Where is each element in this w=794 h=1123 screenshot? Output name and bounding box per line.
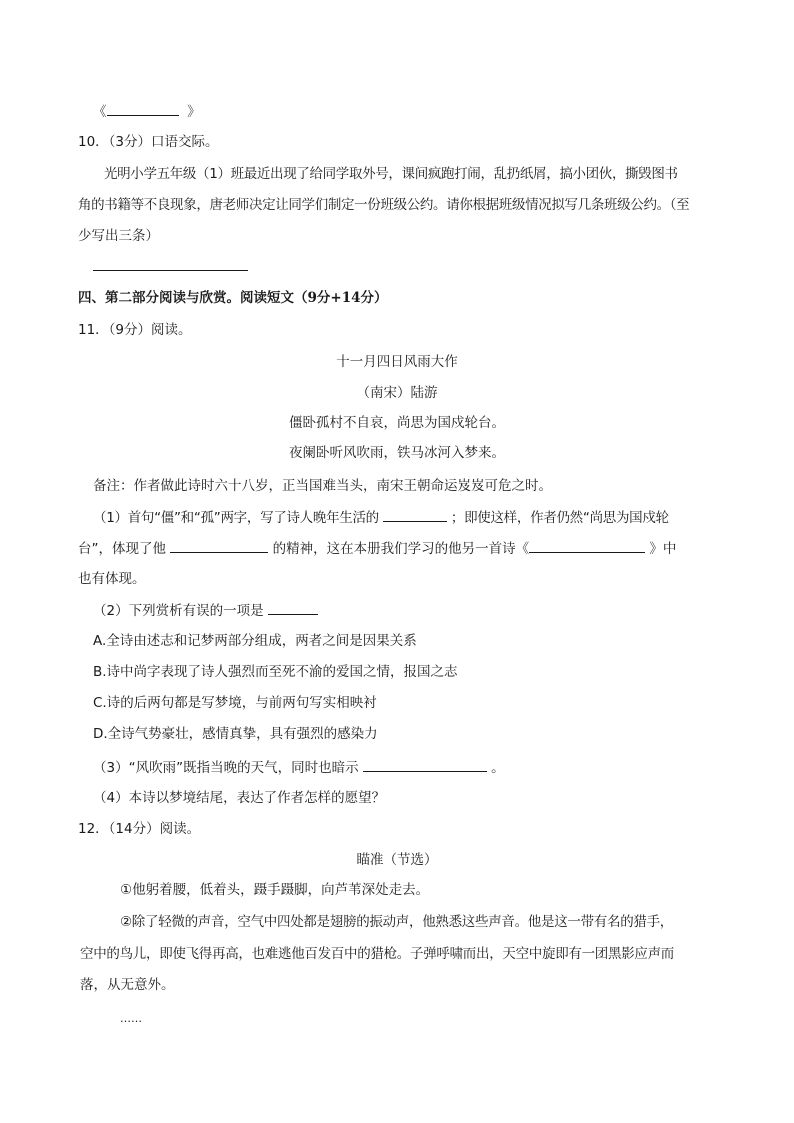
q10-paragraph-line-2: 角的书籍等不良现象，唐老师决定让同学们制定一份班级公约。请你根据班级情况拟写几条班级公约。（至 <box>78 197 690 213</box>
q11-sub1-text-a: （1）首句“僵”和“孤”两字，写了诗人晚年生活的 <box>93 510 379 526</box>
poem-line-2: 夜阑卧听风吹雨，铁马冰河入梦来。 <box>289 445 505 461</box>
q11-sub1-blank-1[interactable] <box>383 507 447 522</box>
book-title-open: 《 <box>93 104 107 120</box>
q11-sub2-text: （2）下列赏析有误的一项是 <box>93 603 264 619</box>
q10-blank[interactable] <box>93 256 248 271</box>
q11-sub1-text-e: 》中 <box>649 541 677 557</box>
q11-sub3-blank[interactable] <box>363 757 487 772</box>
poem-line-1: 僵卧孤村不自哀，尚思为国戍轮台。 <box>289 415 505 431</box>
passage-paragraph-2-line-3: 落，从无意外。 <box>80 977 175 993</box>
q11-option-c: C.诗的后两句都是写梦境，与前两句写实相映衬 <box>93 695 377 711</box>
q11-sub1-text-c: 台”，体现了他 <box>78 541 166 557</box>
q11-sub3-text-b: 。 <box>491 760 505 776</box>
passage-paragraph-1: ①他躬着腰，低着头，蹑手蹑脚，向芦苇深处走去。 <box>120 882 430 898</box>
q10-paragraph-line-1: 光明小学五年级（1）班最近出现了给同学取外号，课间疯跑打闹，乱扔纸屑，搞小团伙，撕毁图书 <box>104 166 678 182</box>
poem-author: （南宋）陆游 <box>356 385 438 401</box>
q10-answer-line <box>93 256 248 277</box>
q12-header: 12．（14分）阅读。 <box>78 821 201 837</box>
q11-option-b: B.诗中尚字表现了诗人强烈而至死不渝的爱国之情，报国之志 <box>93 664 458 680</box>
q11-sub1-text-b: ；即使这样，作者仍然“尚思为国戍轮 <box>450 510 669 526</box>
q11-sub1-text-d: 的精神，这在本册我们学习的他另一首诗《 <box>272 541 530 557</box>
poem-note: 备注：作者做此诗时六十八岁，正当国难当头，南宋王朝命运岌岌可危之时。 <box>93 478 552 494</box>
q11-sub3-text-a: （3）“风吹雨”既指当晚的天气，同时也暗示 <box>93 760 359 776</box>
q11-sub1-blank-2[interactable] <box>170 538 268 553</box>
q11-sub2-line <box>93 600 318 621</box>
q10-paragraph-line-3: 少写出三条） <box>78 228 159 244</box>
q11-sub1-line-3: 也有体现。 <box>78 571 146 587</box>
book-title-close: 》 <box>187 104 201 120</box>
passage-title: 瞄准（节选） <box>356 852 438 868</box>
q11-option-d: D.全诗气势豪壮，感情真挚，具有强烈的感染力 <box>93 726 378 742</box>
q11-sub4: （4）本诗以梦境结尾，表达了作者怎样的愿望？ <box>93 790 386 806</box>
q9-answer-line <box>93 101 201 122</box>
q11-sub1-blank-3[interactable] <box>529 538 645 553</box>
passage-paragraph-2-line-2: 空中的鸟儿，即使飞得再高，也难逃他百发百中的猎枪。子弹呼啸而出，天空中旋即有一团黑影应声而 <box>80 946 674 962</box>
q11-option-a: A.全诗由述志和记梦两部分组成，两者之间是因果关系 <box>93 633 417 649</box>
poem-title: 十一月四日风雨大作 <box>336 354 458 370</box>
q11-sub2-blank[interactable] <box>268 600 318 615</box>
section-4-title: 四、第二部分阅读与欣赏。阅读短文（9分+14分） <box>78 290 388 306</box>
passage-paragraph-2-line-1: ②除了轻微的声音，空气中四处都是翅膀的振动声，他熟悉这些声音。他是这一带有名的猎手， <box>120 914 674 930</box>
q11-sub1-line-2 <box>78 538 676 559</box>
q9-blank[interactable] <box>107 101 179 116</box>
q11-header: 11．（9分）阅读。 <box>78 322 192 338</box>
q11-sub1-line-1 <box>93 507 669 528</box>
q11-sub3-line <box>93 757 505 778</box>
passage-ellipsis: …… <box>120 1012 142 1025</box>
q10-header: 10．（3分）口语交际。 <box>78 134 219 150</box>
